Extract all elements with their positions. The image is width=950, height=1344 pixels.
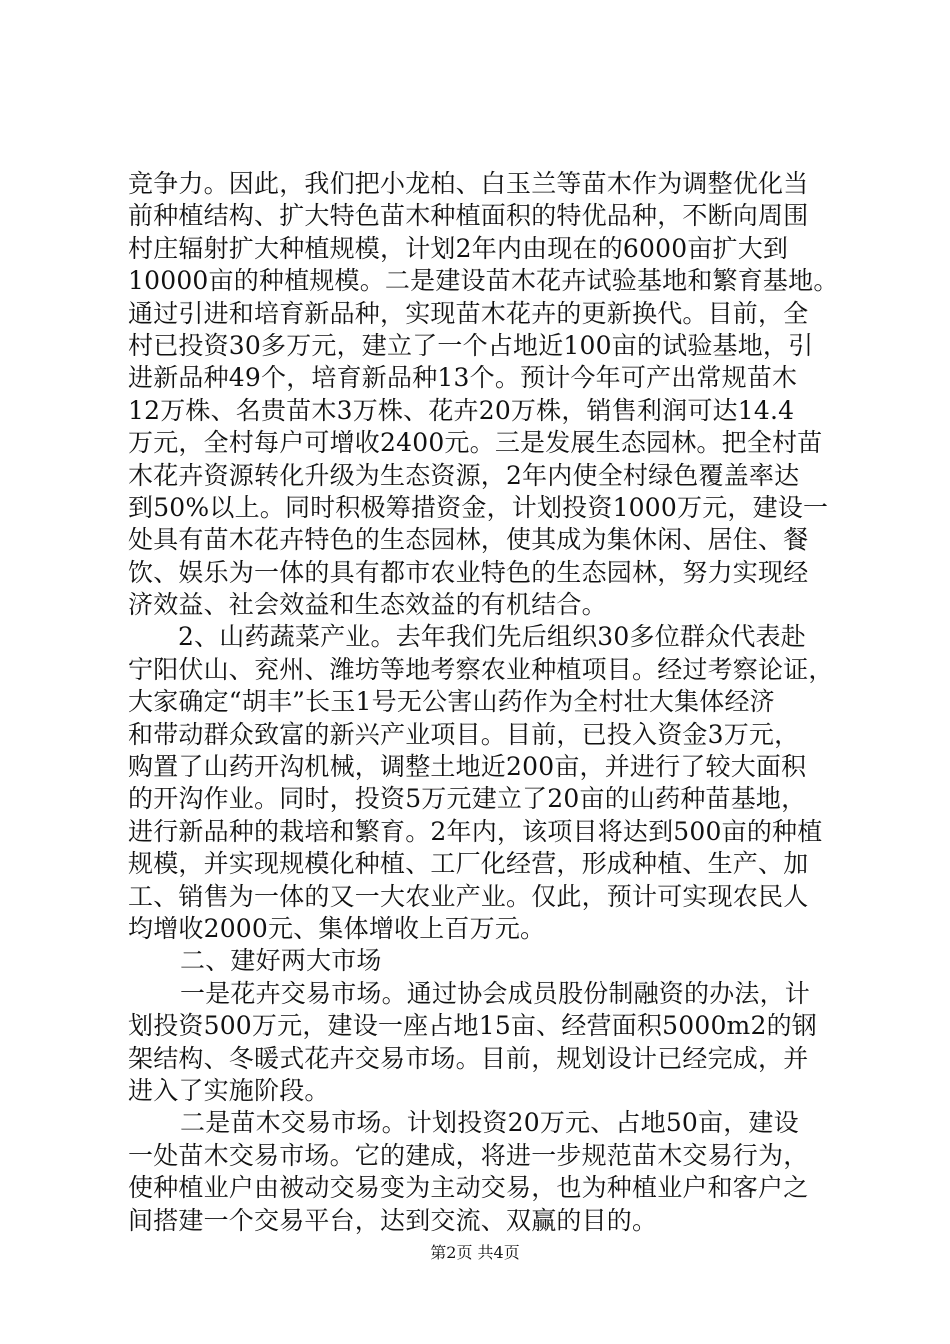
text-line: 进入了实施阶段。 [128,1075,330,1105]
text-line: 济效益、社会效益和生态效益的有机结合。 [128,590,607,620]
text-line: 进新品种49个，培育新品种13个。预计今年可产出常规苗木 [128,363,798,393]
text-line: 前种植结构、扩大特色苗木种植面积的特优品种，不断向周围 [128,201,809,231]
text-line: 和带动群众致富的新兴产业项目。目前，已投入资金3万元， [128,719,800,749]
text-line: 划投资500万元，建设一座占地15亩、经营面积5000m2的钢 [128,1011,817,1041]
text-line: 二是苗木交易市场。计划投资20万元、占地50亩，建设 [180,1108,799,1138]
text-line: 均增收2000元、集体增收上百万元。 [128,913,546,943]
text-line: 宁阳伏山、兖州、潍坊等地考察农业种植项目。经过考察论证， [128,654,834,684]
text-line: 通过引进和培育新品种，实现苗木花卉的更新换代。目前，全 [128,298,809,328]
text-line: 架结构、冬暖式花卉交易市场。目前，规划设计已经完成，并 [128,1043,809,1073]
text-line: 饮、娱乐为一体的具有都市农业特色的生态园林，努力实现经 [128,557,809,587]
text-line: 间搭建一个交易平台，达到交流、双赢的目的。 [128,1205,658,1235]
page-footer: 第2页 共4页 [430,1243,520,1262]
text-line: 一处苗木交易市场。它的建成，将进一步规范苗木交易行为， [128,1140,809,1170]
text-line: 一是花卉交易市场。通过协会成员股份制融资的办法，计 [180,978,811,1008]
text-line: 村庄辐射扩大种植规模，计划2年内由现在的6000亩扩大到 [128,233,789,263]
text-line: 规模，并实现规模化种植、工厂化经营，形成种植、生产、加 [128,849,809,879]
text-line: 到50%以上。同时积极筹措资金，计划投资1000万元，建设一 [128,492,829,522]
text-line: 工、销售为一体的又一大农业产业。仅此，预计可实现农民人 [128,881,809,911]
text-line: 竞争力。因此，我们把小龙柏、白玉兰等苗木作为调整优化当 [128,169,809,198]
section-heading: 二、建好两大市场 [180,946,382,976]
text-line: 处具有苗木花卉特色的生态园林，使其成为集休闲、居住、餐 [128,525,809,555]
text-line: 村已投资30多万元，建立了一个占地近100亩的试验基地，引 [128,330,814,360]
text-line: 万元，全村每户可增收2400元。三是发展生态园林。把全村苗 [128,428,823,458]
text-line: 木花卉资源转化升级为生态资源，2年内使全村绿色覆盖率达 [128,460,800,490]
text-line: 的开沟作业。同时，投资5万元建立了20亩的山药种苗基地， [128,784,807,814]
text-line: 2、山药蔬菜产业。去年我们先后组织30多位群众代表赴 [178,622,806,652]
text-line: 大家确定“胡丰”长玉1号无公害山药作为全村壮大集体经济 [128,687,775,717]
text-line: 10000亩的种植规模。二是建设苗木花卉试验基地和繁育基地。 [128,266,839,296]
text-line: 进行新品种的栽培和繁育。2年内，该项目将达到500亩的种植 [128,816,823,846]
document-body [128,168,868,1237]
text-line: 使种植业户由被动交易变为主动交易，也为种植业户和客户之 [128,1173,809,1203]
text-line: 购置了山药开沟机械，调整土地近200亩，并进行了较大面积 [128,752,807,782]
text-line: 12万株、名贵苗木3万株、花卉20万株，销售利润可达14.4 [128,395,795,425]
